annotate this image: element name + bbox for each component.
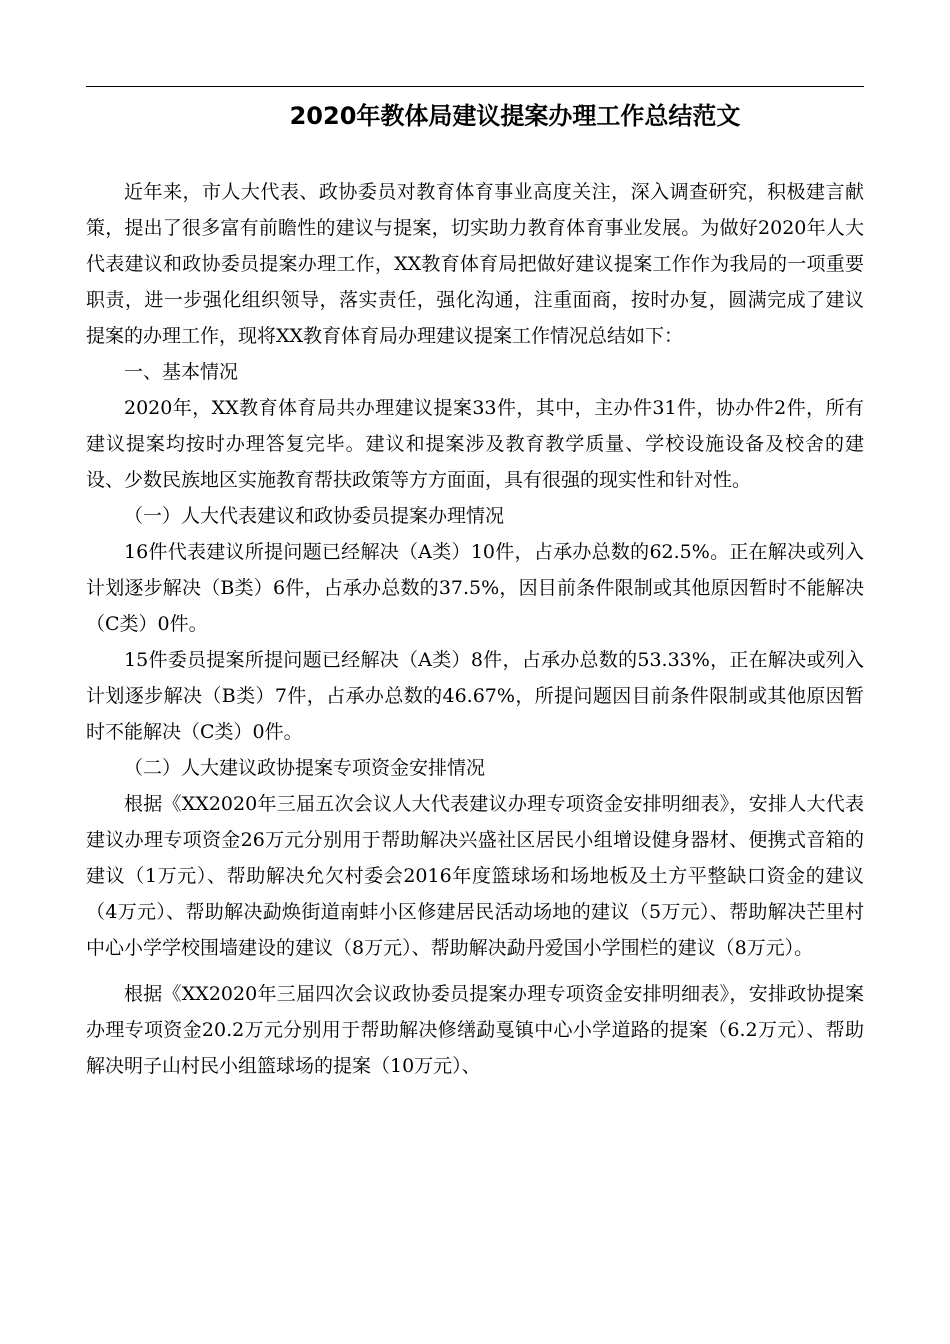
cppcc-funds-paragraph: 根据《XX2020年三届四次会议政协委员提案办理专项资金安排明细表》，安排政协提案办理专项资金20.2万元分别用于帮助解决修缮勐戛镇中心小学道路的提案（6.2万元）、帮助解决明子山村民小组篮球场的提案（10万元）、 bbox=[86, 983, 864, 1077]
intro-paragraph: 近年来，市人大代表、政协委员对教育体育事业高度关注，深入调查研究，积极建言献策，提出了很多富有前瞻性的建议与提案，切实助力教育体育事业发展。为做好2020年人大代表建议和政协委员提案办理工作，XX教育体育局把做好建议提案工作作为我局的一项重要职责，进一步强化组织领导，落实责任，强化沟通，注重面商，按时办复，圆满完成了建议提案的办理工作，现将XX教育体育局办理建议提案工作情况总结如下： bbox=[86, 181, 864, 347]
document-body bbox=[86, 174, 864, 1084]
npc-funds-paragraph: 根据《XX2020年三届五次会议人大代表建议办理专项资金安排明细表》，安排人大代表建议办理专项资金26万元分别用于帮助解决兴盛社区居民小组增设健身器材、便携式音箱的建议（1万元）、帮助解决允欠村委会2016年度篮球场和场地板及土方平整缺口资金的建议（4万元）、帮助解决勐焕街道南蚌小区修建居民活动场地的建议（5万元）、帮助解决芒里村中心小学学校围墙建设的建议（8万元）、帮助解决勐丹爱国小学围栏的建议（8万元）。 bbox=[86, 793, 864, 959]
header-rule bbox=[86, 86, 864, 87]
subsection-heading-special-funds: （二）人大建议政协提案专项资金安排情况 bbox=[124, 757, 486, 779]
deputy-proposals-paragraph: 16件代表建议所提问题已经解决（A类）10件，占承办总数的62.5%。正在解决或列入计划逐步解决（B类）6件，占承办总数的37.5%，因目前条件限制或其他原因暂时不能解决（C类）0件。 bbox=[86, 541, 864, 635]
document-title: 2020年教体局建议提案办理工作总结范文 bbox=[289, 102, 741, 130]
section-heading-basic-situation: 一、基本情况 bbox=[124, 361, 239, 383]
basic-situation-paragraph: 2020年，XX教育体育局共办理建议提案33件，其中，主办件31件，协办件2件，所有建议提案均按时办理答复完毕。建议和提案涉及教育教学质量、学校设施设备及校舍的建设、少数民族地区实施教育帮扶政策等方方面面，具有很强的现实性和针对性。 bbox=[86, 397, 864, 491]
committee-proposals-paragraph: 15件委员提案所提问题已经解决（A类）8件，占承办总数的53.33%，正在解决或列入计划逐步解决（B类）7件，占承办总数的46.67%，所提问题因目前条件限制或其他原因暂时不能解决（C类）0件。 bbox=[86, 649, 864, 743]
subsection-heading-handling-status: （一）人大代表建议和政协委员提案办理情况 bbox=[124, 505, 505, 527]
